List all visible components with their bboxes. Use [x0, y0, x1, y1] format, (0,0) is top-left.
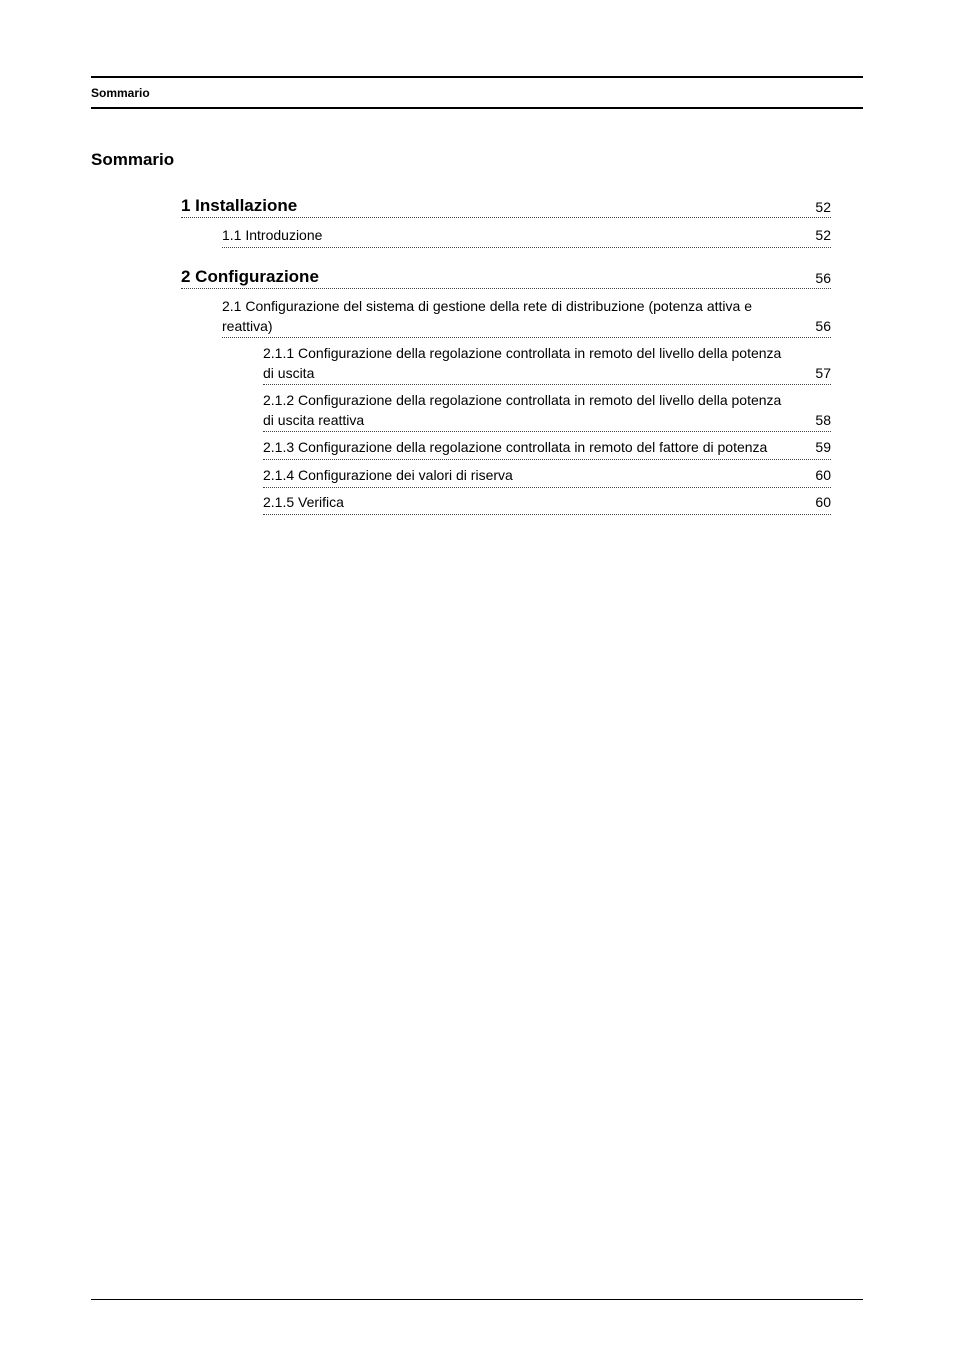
page-title: Sommario — [91, 150, 175, 169]
toc-entry-page: 56 — [815, 270, 831, 286]
toc-entry-page: 56 — [815, 317, 831, 334]
toc-entry-label: 2 Configurazione — [181, 267, 319, 286]
toc-entry-2-1-4[interactable] — [263, 466, 831, 488]
toc-entry-label: 1.1 Introduzione — [222, 227, 323, 243]
toc-entry-label: 2.1.5 Verifica — [263, 494, 344, 510]
toc-entry-2-configurazione[interactable] — [181, 267, 831, 289]
toc-entry-label: 2.1 Configurazione del sistema di gestione della rete di distribuzione (potenza attiva e reattiva) — [222, 298, 752, 334]
toc-entry-label: 2.1.1 Configurazione della regolazione controllata in remoto del livello della potenza di uscita — [263, 345, 782, 381]
toc-entry-label: 2.1.2 Configurazione della regolazione controllata in remoto del livello della potenza di uscita reattiva — [263, 392, 782, 428]
toc-entry-page: 52 — [815, 199, 831, 215]
toc-entry-label: 2.1.4 Configurazione dei valori di riserva — [263, 467, 513, 483]
toc-entry-1-installazione[interactable] — [181, 196, 831, 218]
toc-entry-page: 57 — [815, 364, 831, 381]
toc-entry-page: 58 — [815, 411, 831, 428]
header-rule-top — [91, 76, 863, 78]
toc-entry-label: 2.1.3 Configurazione della regolazione controllata in remoto del fattore di potenza — [263, 439, 768, 455]
toc-entry-2-1-5[interactable] — [263, 493, 831, 515]
toc-entry-2-1[interactable] — [222, 297, 831, 338]
running-header: Sommario — [91, 86, 150, 100]
header-rule-bottom — [91, 107, 863, 109]
toc-entry-page: 59 — [815, 439, 831, 455]
footer-rule — [91, 1299, 863, 1300]
toc-entry-page: 60 — [815, 467, 831, 483]
toc-entry-page: 52 — [815, 227, 831, 243]
toc-entry-1-1-introduzione[interactable] — [222, 226, 831, 248]
toc-entry-2-1-1[interactable] — [263, 344, 831, 385]
toc-entry-2-1-2[interactable] — [263, 391, 831, 432]
toc-entry-page: 60 — [815, 494, 831, 510]
toc-entry-label: 1 Installazione — [181, 196, 298, 215]
toc-entry-2-1-3[interactable] — [263, 438, 831, 460]
